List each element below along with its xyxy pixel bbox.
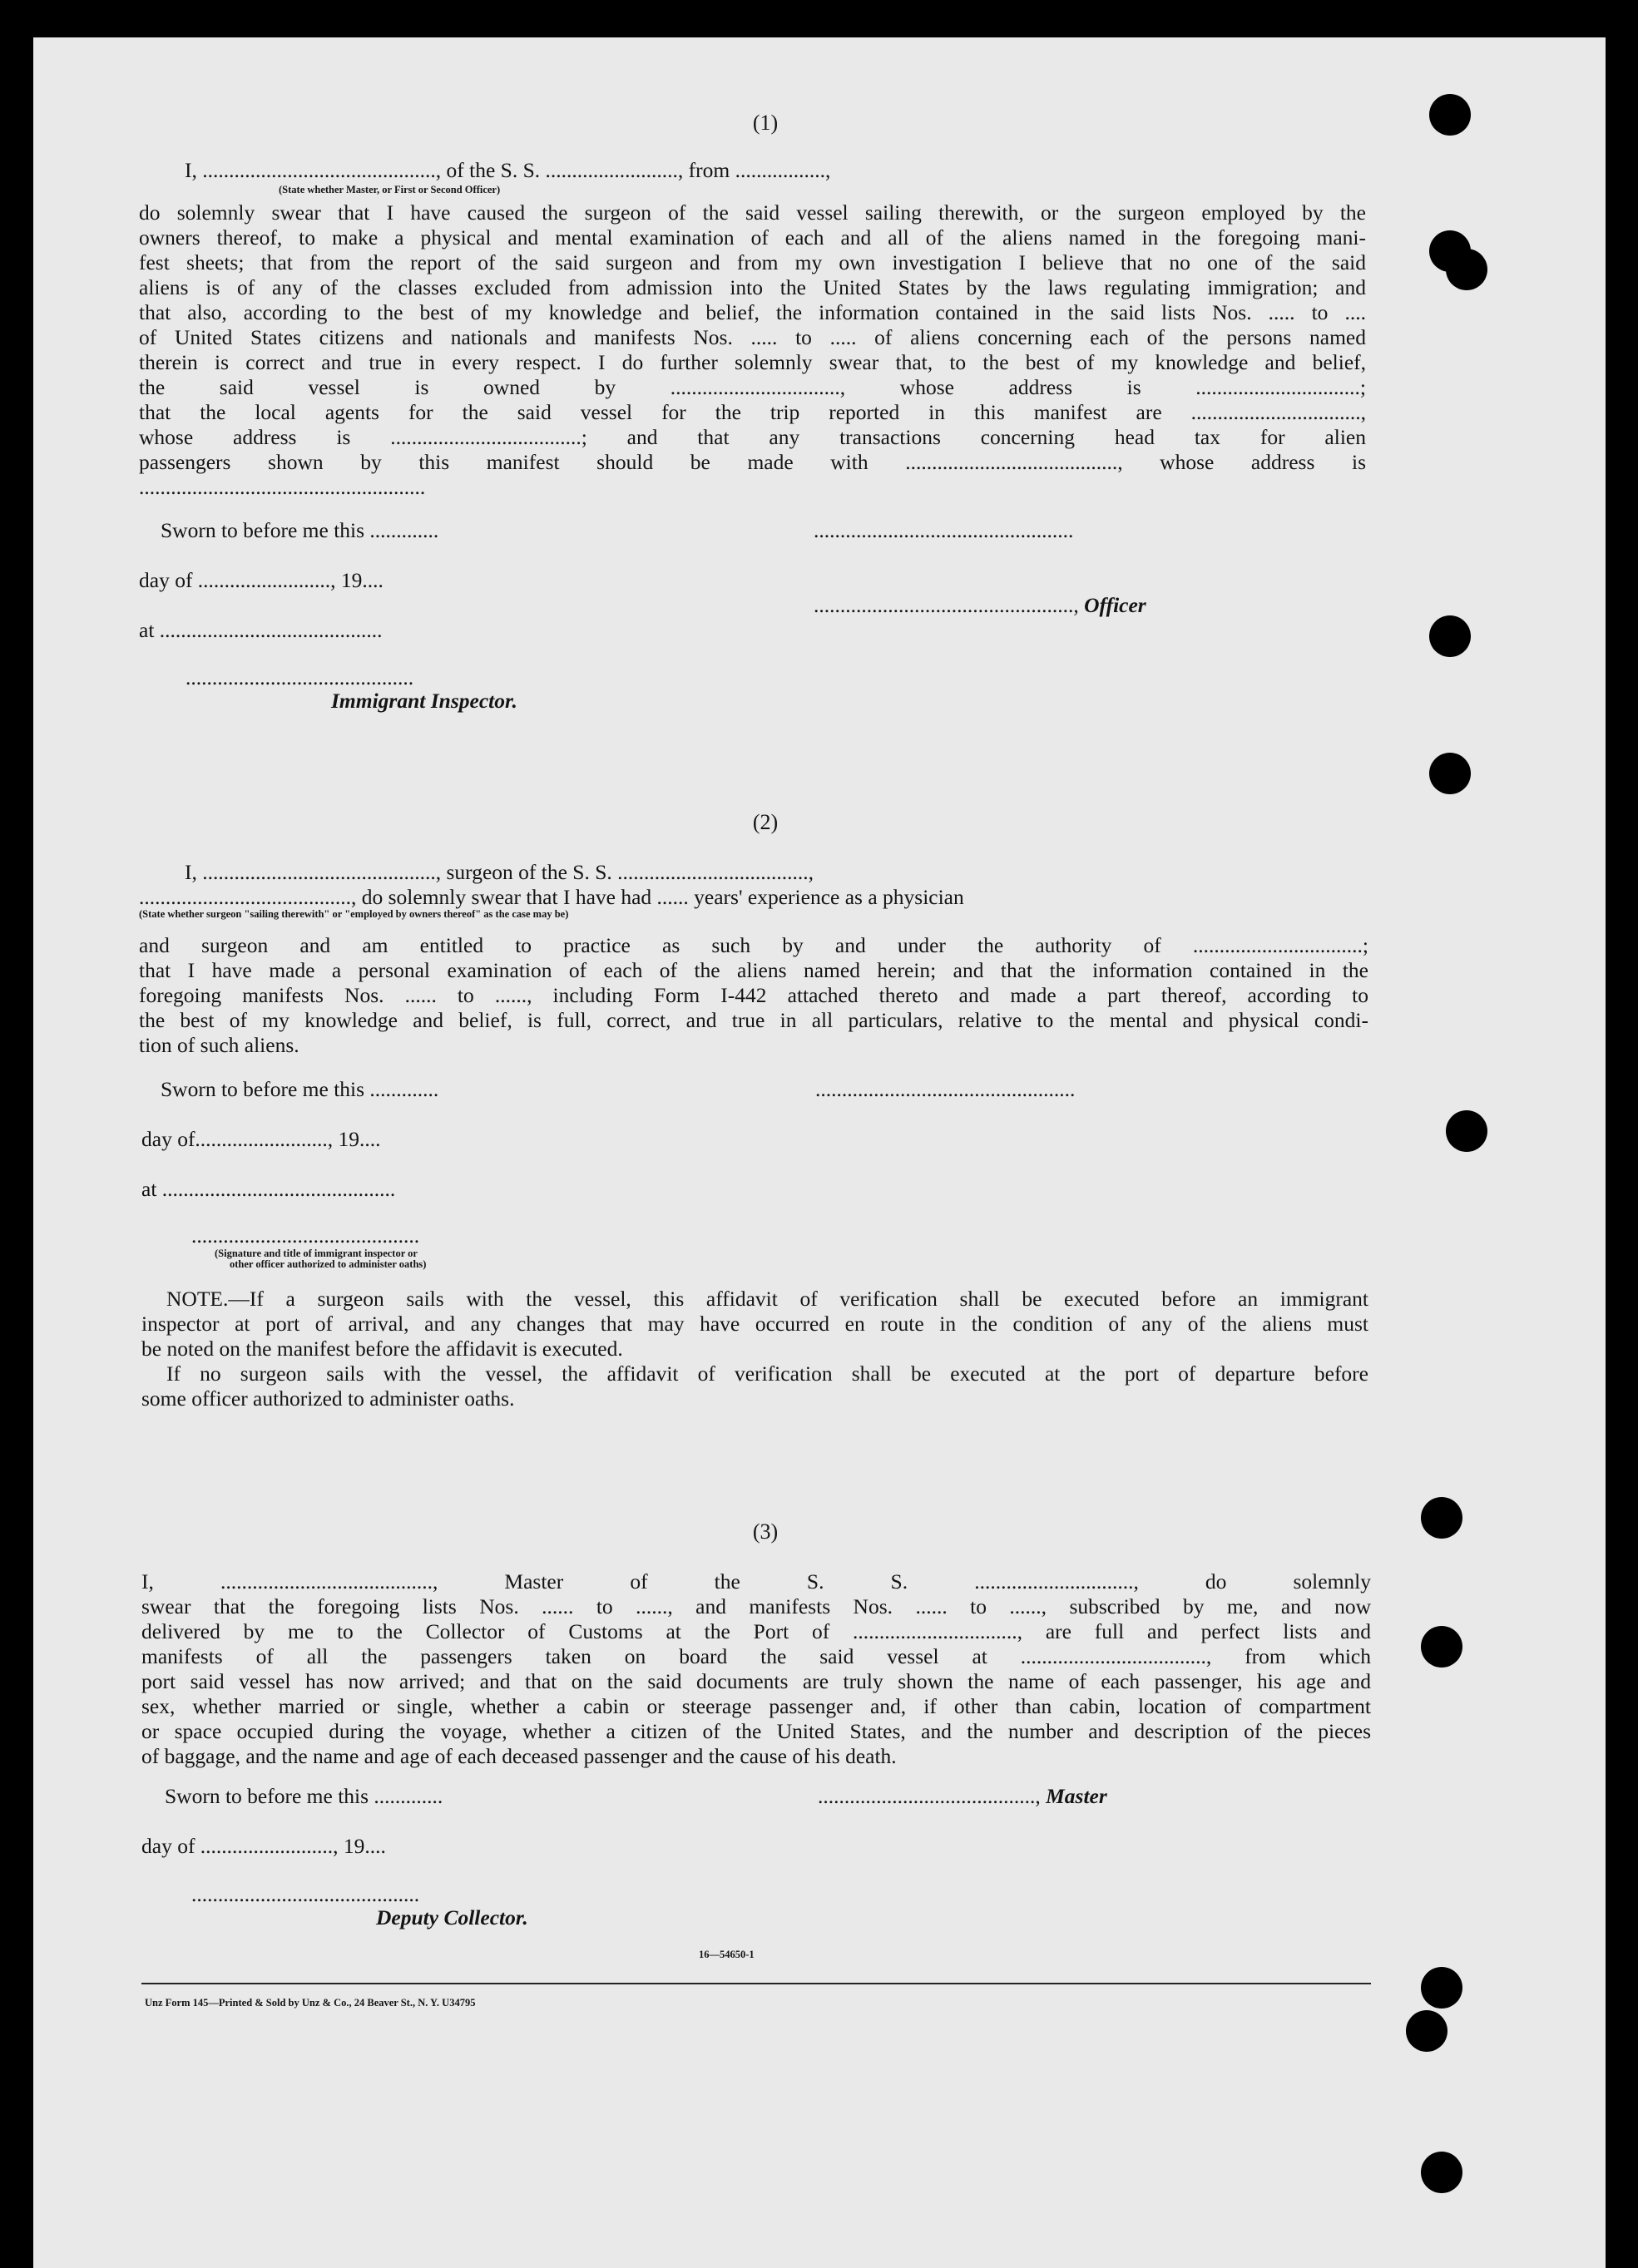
- paragraph-line: of United States citizens and nationals and manifests Nos. ..... to ..... of aliens concerning each of the persons named: [139, 325, 1366, 349]
- paragraph-line: of baggage, and the name and age of each deceased passenger and the cause of his death.: [141, 1744, 897, 1768]
- punch-hole: [1446, 1110, 1487, 1152]
- section-2-authority-signature: ...........................................: [191, 1223, 420, 1248]
- paragraph-line: or space occupied during the voyage, whether a citizen of the United States, and the number and description of the pieces: [141, 1719, 1371, 1743]
- paragraph-line: that also, according to the best of my knowledge and belief, the information contained in the said lists Nos. ..... to ....: [139, 300, 1366, 324]
- section-2-opening-line: I, ............................................, surgeon of the S. S. ....................................,: [185, 860, 814, 884]
- punch-hole: [1406, 2010, 1447, 2052]
- section-1-affidavit-text: [139, 200, 1366, 500]
- deputy-collector-label: Deputy Collector.: [376, 1905, 528, 1930]
- section-2-day-line: day of........................., 19....: [141, 1127, 381, 1151]
- section-2-second-line: ........................................, do solemnly swear that I have had ...... years' experience as a physician: [139, 885, 964, 909]
- section-2-signature-line: .................................................: [815, 1077, 1076, 1101]
- section-2-at-line: at ............................................: [141, 1177, 396, 1201]
- paragraph-line: If no surgeon sails with the vessel, the affidavit of verification shall be executed at the port of departure before: [166, 1361, 1368, 1386]
- paragraph-line: tion of such aliens.: [139, 1033, 299, 1057]
- paragraph-line: the best of my knowledge and belief, is full, correct, and true in all particulars, relative to the mental and physical condi-: [139, 1008, 1368, 1032]
- paragraph-line: passengers shown by this manifest should be made with ........................................, whose address is: [139, 450, 1366, 474]
- punch-hole: [1429, 615, 1471, 657]
- paragraph-line: some officer authorized to administer oaths.: [141, 1386, 515, 1411]
- paragraph-line: and surgeon and am entitled to practice as such by and under the authority of ................................;: [139, 933, 1368, 957]
- paragraph-line: swear that the foregoing lists Nos. ...... to ......, and manifests Nos. ...... to ......, subscribed by me, and now: [141, 1594, 1371, 1618]
- master-label: Master: [1046, 1784, 1107, 1808]
- verification-note: [141, 1287, 1368, 1361]
- section-2-surgeon-note: (State whether surgeon "sailing therewith" or "employed by owners thereof" as the case may be): [139, 908, 569, 920]
- paragraph-line: aliens is of any of the classes excluded from admission into the United States by the laws regulating immigration; and: [139, 275, 1366, 299]
- section-2-number: (2): [752, 810, 779, 834]
- section-1-officer-note: (State whether Master, or First or Second Officer): [279, 184, 501, 195]
- section-1-at-line: at ..........................................: [139, 618, 383, 642]
- section-1-opening-line: I, ............................................, of the S. S. ........................., from .................,: [185, 158, 831, 182]
- paragraph-line: therein is correct and true in every respect. I do further solemnly swear that, to the best of my knowledge and belief,: [139, 350, 1366, 374]
- paragraph-line: delivered by me to the Collector of Customs at the Port of ..............................., are full and perfect lists and: [141, 1619, 1371, 1643]
- paragraph-line: owners thereof, to make a physical and mental examination of each and all of the aliens named in the foregoing mani-: [139, 225, 1366, 250]
- verification-note-continued: [141, 1361, 1368, 1411]
- paragraph-line: that the local agents for the said vessel for the trip reported in this manifest are ................................,: [139, 400, 1366, 424]
- paragraph-line: whose address is ....................................; and that any transactions concerning head tax for alien: [139, 425, 1366, 449]
- paragraph-line: that I have made a personal examination of each of the aliens named herein; and that the information contained in the: [139, 958, 1368, 982]
- paragraph-line: manifests of all the passengers taken on board the said vessel at ..................................., from which: [141, 1644, 1371, 1668]
- section-1-day-line: day of ........................., 19....: [139, 568, 384, 592]
- section-3-master-line: ........................................., Master: [818, 1784, 1107, 1808]
- paragraph-line: ......................................................: [139, 475, 426, 499]
- section-3-sworn-line: Sworn to before me this .............: [165, 1784, 443, 1808]
- section-1-sworn-line: Sworn to before me this .............: [161, 518, 439, 542]
- section-3-day-line: day of ........................., 19....: [141, 1834, 386, 1858]
- punch-hole: [1421, 1967, 1462, 2009]
- paragraph-line: be noted on the manifest before the affidavit is executed.: [141, 1337, 623, 1361]
- section-3-collector-signature: ...........................................: [191, 1882, 420, 1906]
- paragraph-line: do solemnly swear that I have caused the surgeon of the said vessel sailing therewith, or the surgeon employed by the: [139, 200, 1366, 225]
- printer-footer: Unz Form 145—Printed & Sold by Unz & Co., 24 Beaver St., N. Y. U34795: [145, 1997, 476, 2009]
- punch-hole: [1446, 249, 1487, 290]
- paragraph-line: port said vessel has now arrived; and that on the said documents are truly shown the name of each passenger, his age and: [141, 1669, 1371, 1693]
- section-3-number: (3): [752, 1519, 779, 1544]
- punch-hole: [1429, 94, 1471, 136]
- paragraph-line: the said vessel is owned by ................................, whose address is ...............................;: [139, 375, 1366, 399]
- section-1-number: (1): [752, 111, 779, 135]
- officer-label: Officer: [1084, 593, 1146, 617]
- footer-rule: [141, 1983, 1371, 1984]
- section-3-affidavit-text: [141, 1569, 1371, 1769]
- punch-hole: [1421, 2152, 1462, 2193]
- paragraph-line: foregoing manifests Nos. ...... to ......, including Form I-442 attached thereto and made a part thereof, according to: [139, 983, 1368, 1007]
- section-2-signature-note-1: (Signature and title of immigrant inspector or: [215, 1248, 418, 1259]
- paragraph-line: NOTE.—If a surgeon sails with the vessel, this affidavit of verification shall be executed before an immigrant: [166, 1287, 1368, 1311]
- paragraph-line: inspector at port of arrival, and any changes that may have occurred en route in the condition of any of the aliens must: [141, 1312, 1368, 1336]
- immigrant-inspector-label: Immigrant Inspector.: [331, 689, 517, 713]
- punch-hole: [1421, 1626, 1462, 1668]
- section-2-sworn-line: Sworn to before me this .............: [161, 1077, 439, 1101]
- section-1-inspector-signature: ...........................................: [186, 665, 414, 689]
- document-page: [33, 37, 1606, 2268]
- section-2-affidavit-text: [139, 933, 1368, 1058]
- section-2-signature-note-2: other officer authorized to administer oaths): [230, 1258, 427, 1270]
- paragraph-line: I, ........................................, Master of the S. S. .............................., do solemnly: [141, 1569, 1371, 1594]
- paragraph-line: sex, whether married or single, whether a cabin or steerage passenger and, if other than cabin, location of compartment: [141, 1694, 1371, 1718]
- section-1-signature-line: .................................................: [814, 518, 1074, 542]
- punch-hole: [1429, 753, 1471, 794]
- paragraph-line: fest sheets; that from the report of the said surgeon and from my own investigation I believe that no one of the said: [139, 250, 1366, 274]
- section-1-officer-line: ................................................., Officer: [814, 593, 1146, 617]
- punch-hole: [1421, 1497, 1462, 1539]
- form-code: 16—54650-1: [699, 1949, 755, 1960]
